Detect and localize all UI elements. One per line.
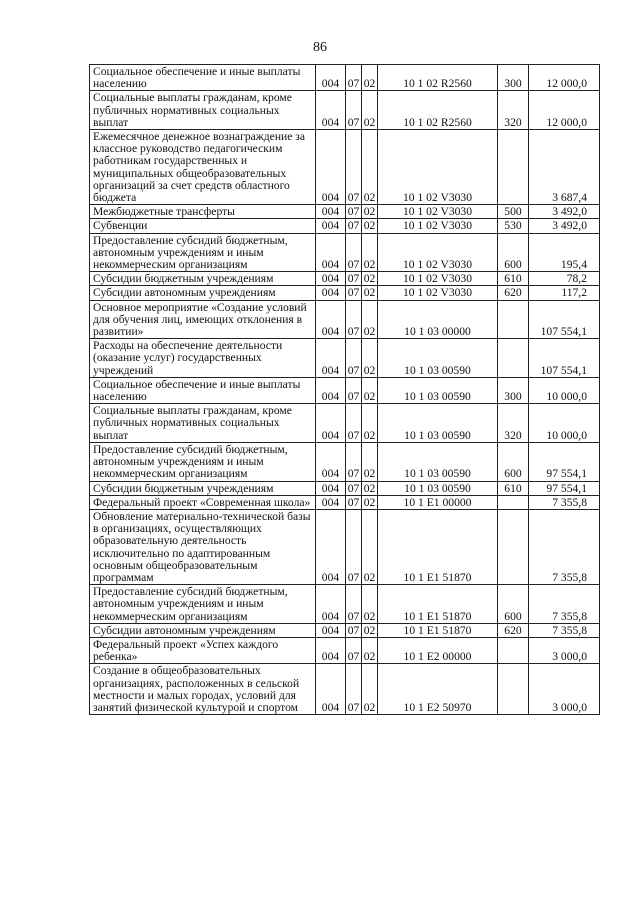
section-code: 07 (346, 205, 362, 219)
amount-value: 97 554,1 (529, 481, 600, 495)
row-name: Обновление материально-технической базы в организациях, осуществляющих образовательную деятельность исключительно по адаптированным основным общеобразовательным программам (90, 509, 316, 584)
target-article-code: 10 1 02 V3030 (378, 205, 498, 219)
target-article-code: 10 1 03 00590 (378, 481, 498, 495)
subsection-code: 02 (362, 205, 378, 219)
expense-type-code: 610 (498, 272, 529, 286)
expense-type-code: 320 (498, 91, 529, 130)
amount-value: 3 000,0 (529, 664, 600, 715)
row-name: Социальные выплаты гражданам, кроме публичных нормативных социальных выплат (90, 404, 316, 443)
subsection-code: 02 (362, 509, 378, 584)
row-name: Основное мероприятие «Создание условий для обучения лиц, имеющих отклонения в развитии» (90, 300, 316, 339)
table-row (90, 205, 600, 219)
row-name: Межбюджетные трансферты (90, 205, 316, 219)
section-code: 07 (346, 233, 362, 272)
target-article-code: 10 1 02 V3030 (378, 219, 498, 233)
ministry-code: 004 (316, 65, 346, 91)
expense-type-code: 600 (498, 585, 529, 624)
ministry-code: 004 (316, 404, 346, 443)
amount-value: 78,2 (529, 272, 600, 286)
amount-value: 12 000,0 (529, 91, 600, 130)
subsection-code: 02 (362, 65, 378, 91)
subsection-code: 02 (362, 130, 378, 205)
ministry-code: 004 (316, 585, 346, 624)
section-code: 07 (346, 495, 362, 509)
table-row (90, 272, 600, 286)
ministry-code: 004 (316, 272, 346, 286)
target-article-code: 10 1 02 V3030 (378, 286, 498, 300)
target-article-code: 10 1 03 00000 (378, 300, 498, 339)
table-row (90, 404, 600, 443)
table-row (90, 130, 600, 205)
target-article-code: 10 1 02 V3030 (378, 272, 498, 286)
row-name: Предоставление субсидий бюджетным, автономным учреждениям и иным некоммерческим организациям (90, 233, 316, 272)
expense-type-code: 620 (498, 623, 529, 637)
table-row (90, 509, 600, 584)
section-code: 07 (346, 286, 362, 300)
subsection-code: 02 (362, 377, 378, 403)
row-name: Расходы на обеспечение деятельности (оказание услуг) государственных учреждений (90, 339, 316, 378)
subsection-code: 02 (362, 272, 378, 286)
section-code: 07 (346, 300, 362, 339)
amount-value: 3 492,0 (529, 205, 600, 219)
section-code: 07 (346, 219, 362, 233)
table-row (90, 442, 600, 481)
ministry-code: 004 (316, 130, 346, 205)
section-code: 07 (346, 272, 362, 286)
amount-value: 107 554,1 (529, 339, 600, 378)
target-article-code: 10 1 E1 51870 (378, 509, 498, 584)
target-article-code: 10 1 E2 00000 (378, 637, 498, 663)
row-name: Ежемесячное денежное вознаграждение за классное руководство педагогическим работникам государственных и муниципальных общеобразовательных организаций за счет средств областного бюджета (90, 130, 316, 205)
target-article-code: 10 1 E1 51870 (378, 585, 498, 624)
expense-type-code: 300 (498, 377, 529, 403)
row-name: Субсидии автономным учреждениям (90, 286, 316, 300)
amount-value: 10 000,0 (529, 377, 600, 403)
amount-value: 97 554,1 (529, 442, 600, 481)
row-name: Субсидии бюджетным учреждениям (90, 272, 316, 286)
section-code: 07 (346, 664, 362, 715)
section-code: 07 (346, 91, 362, 130)
row-name: Предоставление субсидий бюджетным, автономным учреждениям и иным некоммерческим организациям (90, 585, 316, 624)
amount-value: 7 355,8 (529, 623, 600, 637)
amount-value: 12 000,0 (529, 65, 600, 91)
ministry-code: 004 (316, 481, 346, 495)
section-code: 07 (346, 377, 362, 403)
target-article-code: 10 1 03 00590 (378, 377, 498, 403)
ministry-code: 004 (316, 205, 346, 219)
target-article-code: 10 1 03 00590 (378, 339, 498, 378)
section-code: 07 (346, 637, 362, 663)
table-row (90, 664, 600, 715)
ministry-code: 004 (316, 509, 346, 584)
table-row (90, 637, 600, 663)
row-name: Субсидии автономным учреждениям (90, 623, 316, 637)
amount-value: 195,4 (529, 233, 600, 272)
table-row (90, 65, 600, 91)
section-code: 07 (346, 623, 362, 637)
expense-type-code: 320 (498, 404, 529, 443)
subsection-code: 02 (362, 442, 378, 481)
section-code: 07 (346, 65, 362, 91)
row-name: Предоставление субсидий бюджетным, автономным учреждениям и иным некоммерческим организациям (90, 442, 316, 481)
table-row (90, 495, 600, 509)
target-article-code: 10 1 E2 50970 (378, 664, 498, 715)
target-article-code: 10 1 02 R2560 (378, 91, 498, 130)
ministry-code: 004 (316, 219, 346, 233)
subsection-code: 02 (362, 91, 378, 130)
row-name: Социальное обеспечение и иные выплаты населению (90, 377, 316, 403)
amount-value: 7 355,8 (529, 585, 600, 624)
subsection-code: 02 (362, 481, 378, 495)
section-code: 07 (346, 339, 362, 378)
expense-type-code (498, 300, 529, 339)
row-name: Социальное обеспечение и иные выплаты населению (90, 65, 316, 91)
subsection-code: 02 (362, 404, 378, 443)
section-code: 07 (346, 509, 362, 584)
expense-type-code: 500 (498, 205, 529, 219)
table-row (90, 233, 600, 272)
row-name: Социальные выплаты гражданам, кроме публичных нормативных социальных выплат (90, 91, 316, 130)
subsection-code: 02 (362, 495, 378, 509)
ministry-code: 004 (316, 339, 346, 378)
section-code: 07 (346, 585, 362, 624)
section-code: 07 (346, 481, 362, 495)
subsection-code: 02 (362, 219, 378, 233)
expense-type-code (498, 637, 529, 663)
ministry-code: 004 (316, 637, 346, 663)
ministry-code: 004 (316, 91, 346, 130)
expense-type-code (498, 495, 529, 509)
subsection-code: 02 (362, 233, 378, 272)
expense-type-code: 620 (498, 286, 529, 300)
row-name: Субсидии бюджетным учреждениям (90, 481, 316, 495)
section-code: 07 (346, 404, 362, 443)
target-article-code: 10 1 02 R2560 (378, 65, 498, 91)
ministry-code: 004 (316, 623, 346, 637)
row-name: Создание в общеобразовательных организациях, расположенных в сельской местности и малых городах, условий для занятий физической культурой и спортом (90, 664, 316, 715)
target-article-code: 10 1 02 V3030 (378, 130, 498, 205)
table-row (90, 219, 600, 233)
amount-value: 3 687,4 (529, 130, 600, 205)
expense-type-code (498, 130, 529, 205)
ministry-code: 004 (316, 442, 346, 481)
amount-value: 10 000,0 (529, 404, 600, 443)
expense-type-code: 300 (498, 65, 529, 91)
amount-value: 3 492,0 (529, 219, 600, 233)
ministry-code: 004 (316, 233, 346, 272)
target-article-code: 10 1 02 V3030 (378, 233, 498, 272)
table-row (90, 91, 600, 130)
section-code: 07 (346, 442, 362, 481)
expense-type-code: 600 (498, 442, 529, 481)
amount-value: 107 554,1 (529, 300, 600, 339)
table-row (90, 286, 600, 300)
expense-type-code (498, 664, 529, 715)
expense-type-code (498, 339, 529, 378)
table-row (90, 377, 600, 403)
subsection-code: 02 (362, 664, 378, 715)
table-row (90, 585, 600, 624)
expense-type-code: 530 (498, 219, 529, 233)
subsection-code: 02 (362, 637, 378, 663)
amount-value: 117,2 (529, 286, 600, 300)
amount-value: 7 355,8 (529, 495, 600, 509)
ministry-code: 004 (316, 377, 346, 403)
table-row (90, 300, 600, 339)
subsection-code: 02 (362, 286, 378, 300)
row-name: Федеральный проект «Успех каждого ребенка» (90, 637, 316, 663)
row-name: Федеральный проект «Современная школа» (90, 495, 316, 509)
ministry-code: 004 (316, 300, 346, 339)
budget-table (89, 64, 600, 715)
table-row (90, 481, 600, 495)
table-row (90, 623, 600, 637)
subsection-code: 02 (362, 623, 378, 637)
ministry-code: 004 (316, 495, 346, 509)
subsection-code: 02 (362, 585, 378, 624)
section-code: 07 (346, 130, 362, 205)
row-name: Субвенции (90, 219, 316, 233)
ministry-code: 004 (316, 286, 346, 300)
page-number: 86 (313, 40, 327, 55)
amount-value: 7 355,8 (529, 509, 600, 584)
target-article-code: 10 1 E1 00000 (378, 495, 498, 509)
amount-value: 3 000,0 (529, 637, 600, 663)
expense-type-code: 600 (498, 233, 529, 272)
target-article-code: 10 1 03 00590 (378, 404, 498, 443)
target-article-code: 10 1 E1 51870 (378, 623, 498, 637)
ministry-code: 004 (316, 664, 346, 715)
target-article-code: 10 1 03 00590 (378, 442, 498, 481)
budget-table-body (90, 65, 600, 715)
expense-type-code: 610 (498, 481, 529, 495)
expense-type-code (498, 509, 529, 584)
table-row (90, 339, 600, 378)
subsection-code: 02 (362, 300, 378, 339)
subsection-code: 02 (362, 339, 378, 378)
